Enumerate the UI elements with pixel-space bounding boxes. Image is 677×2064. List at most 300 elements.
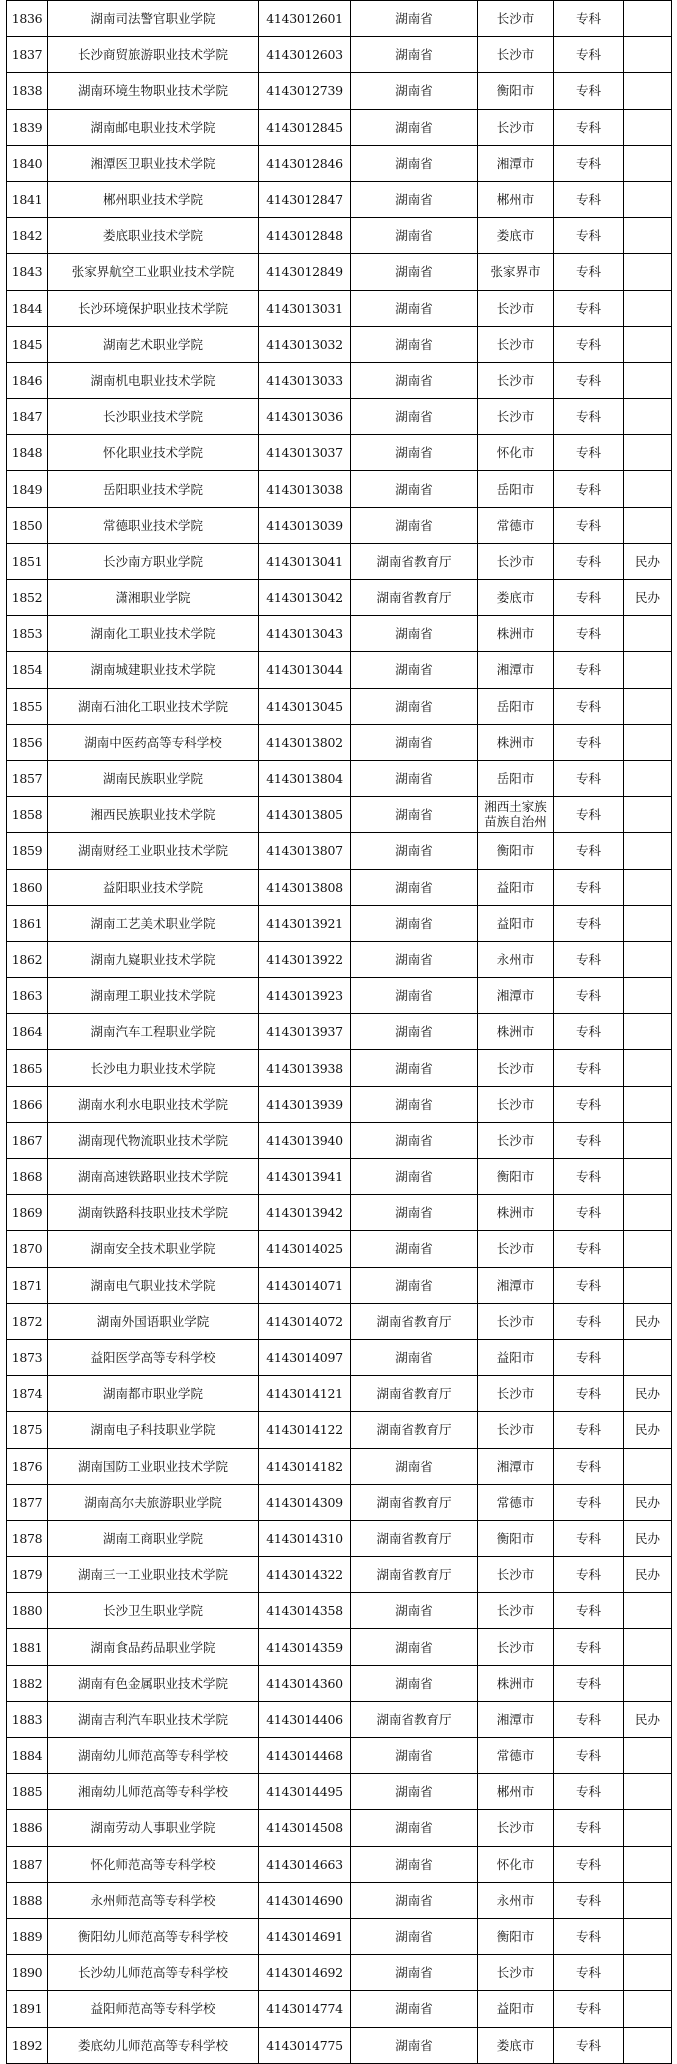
note-cell xyxy=(624,1231,672,1267)
row-number-cell: 1863 xyxy=(7,978,48,1014)
table-row xyxy=(7,1593,672,1629)
table-row xyxy=(7,869,672,905)
department-cell: 湖南省 xyxy=(351,1846,478,1882)
table-row xyxy=(7,1810,672,1846)
note-cell xyxy=(624,1195,672,1231)
department-cell: 湖南省 xyxy=(351,1267,478,1303)
note-cell: 民办 xyxy=(624,1520,672,1556)
school-code-cell: 4143014508 xyxy=(259,1810,351,1846)
school-name-cell: 湖南工商职业学院 xyxy=(48,1520,259,1556)
table-row xyxy=(7,399,672,435)
school-name-cell: 长沙幼儿师范高等专科学校 xyxy=(48,1955,259,1991)
table-row xyxy=(7,1,672,37)
school-name-cell: 湖南化工职业技术学院 xyxy=(48,616,259,652)
school-name-cell: 湖南安全技术职业学院 xyxy=(48,1231,259,1267)
table-row xyxy=(7,1701,672,1737)
note-cell xyxy=(624,652,672,688)
level-cell: 专科 xyxy=(554,181,624,217)
row-number-cell: 1843 xyxy=(7,254,48,290)
note-cell: 民办 xyxy=(624,1557,672,1593)
row-number-cell: 1849 xyxy=(7,471,48,507)
school-code-cell: 4143013041 xyxy=(259,543,351,579)
department-cell: 湖南省 xyxy=(351,145,478,181)
table-row xyxy=(7,978,672,1014)
level-cell: 专科 xyxy=(554,1701,624,1737)
row-number-cell: 1836 xyxy=(7,1,48,37)
level-cell: 专科 xyxy=(554,688,624,724)
note-cell xyxy=(624,2027,672,2063)
location-cell: 长沙市 xyxy=(478,1376,554,1412)
level-cell: 专科 xyxy=(554,1846,624,1882)
table-row xyxy=(7,1991,672,2027)
note-cell xyxy=(624,1593,672,1629)
level-cell: 专科 xyxy=(554,1520,624,1556)
row-number-cell: 1886 xyxy=(7,1810,48,1846)
department-cell: 湖南省教育厅 xyxy=(351,1557,478,1593)
location-cell: 永州市 xyxy=(478,1882,554,1918)
note-cell xyxy=(624,1918,672,1954)
note-cell xyxy=(624,1774,672,1810)
note-cell xyxy=(624,471,672,507)
level-cell: 专科 xyxy=(554,1267,624,1303)
row-number-cell: 1867 xyxy=(7,1122,48,1158)
location-cell: 娄底市 xyxy=(478,580,554,616)
department-cell: 湖南省 xyxy=(351,1738,478,1774)
department-cell: 湖南省 xyxy=(351,2027,478,2063)
level-cell: 专科 xyxy=(554,1593,624,1629)
row-number-cell: 1841 xyxy=(7,181,48,217)
location-cell: 长沙市 xyxy=(478,1593,554,1629)
school-code-cell: 4143013038 xyxy=(259,471,351,507)
department-cell: 湖南省 xyxy=(351,1086,478,1122)
table-row xyxy=(7,905,672,941)
department-cell: 湖南省 xyxy=(351,616,478,652)
level-cell: 专科 xyxy=(554,941,624,977)
department-cell: 湖南省教育厅 xyxy=(351,1701,478,1737)
school-name-cell: 湘西民族职业技术学院 xyxy=(48,797,259,833)
row-number-cell: 1874 xyxy=(7,1376,48,1412)
department-cell: 湖南省 xyxy=(351,1810,478,1846)
table-row xyxy=(7,941,672,977)
school-code-cell: 4143013921 xyxy=(259,905,351,941)
row-number-cell: 1865 xyxy=(7,1050,48,1086)
note-cell xyxy=(624,290,672,326)
row-number-cell: 1846 xyxy=(7,362,48,398)
row-number-cell: 1839 xyxy=(7,109,48,145)
school-code-cell: 4143012603 xyxy=(259,37,351,73)
school-name-cell: 怀化职业技术学院 xyxy=(48,435,259,471)
department-cell: 湖南省 xyxy=(351,1195,478,1231)
department-cell: 湖南省 xyxy=(351,1629,478,1665)
location-cell: 郴州市 xyxy=(478,181,554,217)
level-cell: 专科 xyxy=(554,2027,624,2063)
school-name-cell: 湖南都市职业学院 xyxy=(48,1376,259,1412)
location-cell: 长沙市 xyxy=(478,1122,554,1158)
row-number-cell: 1870 xyxy=(7,1231,48,1267)
location-cell: 长沙市 xyxy=(478,1557,554,1593)
note-cell xyxy=(624,941,672,977)
department-cell: 湖南省 xyxy=(351,1159,478,1195)
note-cell xyxy=(624,145,672,181)
note-cell: 民办 xyxy=(624,580,672,616)
school-code-cell: 4143012601 xyxy=(259,1,351,37)
row-number-cell: 1872 xyxy=(7,1303,48,1339)
location-cell: 长沙市 xyxy=(478,399,554,435)
location-cell: 湘潭市 xyxy=(478,145,554,181)
table-row xyxy=(7,652,672,688)
department-cell: 湖南省 xyxy=(351,1339,478,1375)
school-code-cell: 4143013942 xyxy=(259,1195,351,1231)
level-cell: 专科 xyxy=(554,616,624,652)
location-cell: 湘潭市 xyxy=(478,978,554,1014)
note-cell xyxy=(624,760,672,796)
row-number-cell: 1856 xyxy=(7,724,48,760)
school-code-cell: 4143014774 xyxy=(259,1991,351,2027)
note-cell xyxy=(624,797,672,833)
department-cell: 湖南省 xyxy=(351,869,478,905)
table-row xyxy=(7,1376,672,1412)
school-code-cell: 4143013043 xyxy=(259,616,351,652)
school-name-cell: 湖南九嶷职业技术学院 xyxy=(48,941,259,977)
row-number-cell: 1845 xyxy=(7,326,48,362)
department-cell: 湖南省 xyxy=(351,1,478,37)
table-row xyxy=(7,616,672,652)
table-row xyxy=(7,290,672,326)
note-cell: 民办 xyxy=(624,1484,672,1520)
table-row xyxy=(7,1159,672,1195)
level-cell: 专科 xyxy=(554,37,624,73)
school-name-cell: 益阳医学高等专科学校 xyxy=(48,1339,259,1375)
table-row xyxy=(7,1738,672,1774)
level-cell: 专科 xyxy=(554,1810,624,1846)
row-number-cell: 1857 xyxy=(7,760,48,796)
school-name-cell: 湖南汽车工程职业学院 xyxy=(48,1014,259,1050)
school-code-cell: 4143014122 xyxy=(259,1412,351,1448)
location-cell: 长沙市 xyxy=(478,1412,554,1448)
table-row xyxy=(7,435,672,471)
row-number-cell: 1850 xyxy=(7,507,48,543)
row-number-cell: 1838 xyxy=(7,73,48,109)
row-number-cell: 1880 xyxy=(7,1593,48,1629)
table-row xyxy=(7,1412,672,1448)
row-number-cell: 1844 xyxy=(7,290,48,326)
table-row xyxy=(7,543,672,579)
school-name-cell: 常德职业技术学院 xyxy=(48,507,259,543)
school-name-cell: 湖南邮电职业技术学院 xyxy=(48,109,259,145)
school-code-cell: 4143014309 xyxy=(259,1484,351,1520)
table-row xyxy=(7,1557,672,1593)
school-code-cell: 4143012845 xyxy=(259,109,351,145)
row-number-cell: 1853 xyxy=(7,616,48,652)
department-cell: 湖南省 xyxy=(351,1593,478,1629)
note-cell xyxy=(624,1629,672,1665)
table-row xyxy=(7,1086,672,1122)
school-code-cell: 4143014121 xyxy=(259,1376,351,1412)
location-cell: 长沙市 xyxy=(478,543,554,579)
table-row xyxy=(7,1774,672,1810)
location-cell: 常德市 xyxy=(478,507,554,543)
school-name-cell: 娄底职业技术学院 xyxy=(48,218,259,254)
table-row xyxy=(7,797,672,833)
row-number-cell: 1858 xyxy=(7,797,48,833)
school-name-cell: 湖南吉利汽车职业技术学院 xyxy=(48,1701,259,1737)
school-code-cell: 4143014691 xyxy=(259,1918,351,1954)
row-number-cell: 1847 xyxy=(7,399,48,435)
note-cell: 民办 xyxy=(624,1701,672,1737)
school-name-cell: 湖南三一工业职业技术学院 xyxy=(48,1557,259,1593)
location-cell: 常德市 xyxy=(478,1484,554,1520)
school-name-cell: 娄底幼儿师范高等专科学校 xyxy=(48,2027,259,2063)
school-name-cell: 张家界航空工业职业技术学院 xyxy=(48,254,259,290)
school-code-cell: 4143014775 xyxy=(259,2027,351,2063)
note-cell xyxy=(624,869,672,905)
department-cell: 湖南省 xyxy=(351,797,478,833)
department-cell: 湖南省 xyxy=(351,73,478,109)
school-code-cell: 4143013039 xyxy=(259,507,351,543)
school-code-cell: 4143014358 xyxy=(259,1593,351,1629)
note-cell xyxy=(624,833,672,869)
school-code-cell: 4143014663 xyxy=(259,1846,351,1882)
school-code-cell: 4143013805 xyxy=(259,797,351,833)
department-cell: 湖南省教育厅 xyxy=(351,543,478,579)
school-name-cell: 湖南艺术职业学院 xyxy=(48,326,259,362)
school-list-table xyxy=(6,0,672,2064)
school-name-cell: 湖南外国语职业学院 xyxy=(48,1303,259,1339)
row-number-cell: 1840 xyxy=(7,145,48,181)
level-cell: 专科 xyxy=(554,1412,624,1448)
school-code-cell: 4143013940 xyxy=(259,1122,351,1158)
school-code-cell: 4143013804 xyxy=(259,760,351,796)
table-row xyxy=(7,1955,672,1991)
table-row xyxy=(7,688,672,724)
level-cell: 专科 xyxy=(554,869,624,905)
level-cell: 专科 xyxy=(554,1086,624,1122)
row-number-cell: 1879 xyxy=(7,1557,48,1593)
row-number-cell: 1864 xyxy=(7,1014,48,1050)
table-row xyxy=(7,833,672,869)
school-name-cell: 湖南电子科技职业学院 xyxy=(48,1412,259,1448)
table-row xyxy=(7,1339,672,1375)
table-row xyxy=(7,1629,672,1665)
table-row xyxy=(7,724,672,760)
table-row xyxy=(7,181,672,217)
table-row xyxy=(7,1882,672,1918)
school-code-cell: 4143014495 xyxy=(259,1774,351,1810)
note-cell: 民办 xyxy=(624,1412,672,1448)
note-cell xyxy=(624,37,672,73)
school-name-cell: 长沙卫生职业学院 xyxy=(48,1593,259,1629)
row-number-cell: 1884 xyxy=(7,1738,48,1774)
school-name-cell: 湖南现代物流职业技术学院 xyxy=(48,1122,259,1158)
school-code-cell: 4143012848 xyxy=(259,218,351,254)
location-cell: 衡阳市 xyxy=(478,833,554,869)
location-cell: 岳阳市 xyxy=(478,688,554,724)
level-cell: 专科 xyxy=(554,1665,624,1701)
table-row xyxy=(7,145,672,181)
location-cell: 怀化市 xyxy=(478,435,554,471)
location-cell: 长沙市 xyxy=(478,1,554,37)
school-name-cell: 湖南水利水电职业技术学院 xyxy=(48,1086,259,1122)
school-code-cell: 4143013941 xyxy=(259,1159,351,1195)
note-cell xyxy=(624,1665,672,1701)
level-cell: 专科 xyxy=(554,254,624,290)
school-code-cell: 4143013922 xyxy=(259,941,351,977)
department-cell: 湖南省教育厅 xyxy=(351,580,478,616)
level-cell: 专科 xyxy=(554,290,624,326)
note-cell xyxy=(624,1339,672,1375)
school-name-cell: 岳阳职业技术学院 xyxy=(48,471,259,507)
school-code-cell: 4143014468 xyxy=(259,1738,351,1774)
table-row xyxy=(7,109,672,145)
table-row xyxy=(7,37,672,73)
school-name-cell: 湘潭医卫职业技术学院 xyxy=(48,145,259,181)
table-row xyxy=(7,1448,672,1484)
department-cell: 湖南省 xyxy=(351,218,478,254)
school-code-cell: 4143013032 xyxy=(259,326,351,362)
note-cell: 民办 xyxy=(624,1376,672,1412)
table-row xyxy=(7,2027,672,2063)
school-code-cell: 4143013802 xyxy=(259,724,351,760)
note-cell xyxy=(624,1991,672,2027)
department-cell: 湖南省 xyxy=(351,652,478,688)
level-cell: 专科 xyxy=(554,507,624,543)
row-number-cell: 1854 xyxy=(7,652,48,688)
row-number-cell: 1859 xyxy=(7,833,48,869)
department-cell: 湖南省 xyxy=(351,507,478,543)
school-name-cell: 湖南石油化工职业技术学院 xyxy=(48,688,259,724)
level-cell: 专科 xyxy=(554,1484,624,1520)
note-cell xyxy=(624,1,672,37)
department-cell: 湖南省 xyxy=(351,724,478,760)
row-number-cell: 1892 xyxy=(7,2027,48,2063)
location-cell: 衡阳市 xyxy=(478,73,554,109)
location-cell: 娄底市 xyxy=(478,218,554,254)
row-number-cell: 1842 xyxy=(7,218,48,254)
level-cell: 专科 xyxy=(554,1231,624,1267)
level-cell: 专科 xyxy=(554,1557,624,1593)
location-cell: 常德市 xyxy=(478,1738,554,1774)
note-cell xyxy=(624,724,672,760)
table-row xyxy=(7,1520,672,1556)
level-cell: 专科 xyxy=(554,543,624,579)
school-code-cell: 4143012846 xyxy=(259,145,351,181)
department-cell: 湖南省 xyxy=(351,326,478,362)
level-cell: 专科 xyxy=(554,1376,624,1412)
location-cell: 益阳市 xyxy=(478,1991,554,2027)
school-name-cell: 永州师范高等专科学校 xyxy=(48,1882,259,1918)
row-number-cell: 1887 xyxy=(7,1846,48,1882)
level-cell: 专科 xyxy=(554,326,624,362)
table-row xyxy=(7,1918,672,1954)
location-cell: 株洲市 xyxy=(478,1195,554,1231)
department-cell: 湖南省 xyxy=(351,109,478,145)
row-number-cell: 1890 xyxy=(7,1955,48,1991)
school-name-cell: 湖南民族职业学院 xyxy=(48,760,259,796)
level-cell: 专科 xyxy=(554,580,624,616)
location-cell: 怀化市 xyxy=(478,1846,554,1882)
school-code-cell: 4143013044 xyxy=(259,652,351,688)
table-row xyxy=(7,1050,672,1086)
location-cell: 长沙市 xyxy=(478,1231,554,1267)
school-code-cell: 4143013045 xyxy=(259,688,351,724)
note-cell xyxy=(624,1846,672,1882)
note-cell xyxy=(624,1738,672,1774)
school-name-cell: 湖南劳动人事职业学院 xyxy=(48,1810,259,1846)
row-number-cell: 1871 xyxy=(7,1267,48,1303)
note-cell: 民办 xyxy=(624,543,672,579)
level-cell: 专科 xyxy=(554,1195,624,1231)
note-cell xyxy=(624,507,672,543)
school-code-cell: 4143013807 xyxy=(259,833,351,869)
department-cell: 湖南省 xyxy=(351,1014,478,1050)
location-cell: 长沙市 xyxy=(478,1629,554,1665)
row-number-cell: 1852 xyxy=(7,580,48,616)
level-cell: 专科 xyxy=(554,218,624,254)
school-name-cell: 湖南中医药高等专科学校 xyxy=(48,724,259,760)
school-name-cell: 湖南食品药品职业学院 xyxy=(48,1629,259,1665)
department-cell: 湖南省 xyxy=(351,1050,478,1086)
school-code-cell: 4143014692 xyxy=(259,1955,351,1991)
level-cell: 专科 xyxy=(554,797,624,833)
department-cell: 湖南省 xyxy=(351,941,478,977)
school-code-cell: 4143014071 xyxy=(259,1267,351,1303)
department-cell: 湖南省 xyxy=(351,1448,478,1484)
department-cell: 湖南省 xyxy=(351,399,478,435)
location-cell: 益阳市 xyxy=(478,869,554,905)
row-number-cell: 1882 xyxy=(7,1665,48,1701)
row-number-cell: 1875 xyxy=(7,1412,48,1448)
level-cell: 专科 xyxy=(554,1882,624,1918)
table-row xyxy=(7,1484,672,1520)
location-cell: 湘西土家族苗族自治州 xyxy=(478,797,554,833)
school-name-cell: 湖南铁路科技职业技术学院 xyxy=(48,1195,259,1231)
department-cell: 湖南省 xyxy=(351,905,478,941)
level-cell: 专科 xyxy=(554,1303,624,1339)
school-name-cell: 怀化师范高等专科学校 xyxy=(48,1846,259,1882)
row-number-cell: 1885 xyxy=(7,1774,48,1810)
department-cell: 湖南省教育厅 xyxy=(351,1484,478,1520)
table-row xyxy=(7,760,672,796)
department-cell: 湖南省 xyxy=(351,833,478,869)
level-cell: 专科 xyxy=(554,73,624,109)
row-number-cell: 1860 xyxy=(7,869,48,905)
department-cell: 湖南省 xyxy=(351,435,478,471)
note-cell xyxy=(624,326,672,362)
school-code-cell: 4143013939 xyxy=(259,1086,351,1122)
location-cell: 长沙市 xyxy=(478,1303,554,1339)
note-cell xyxy=(624,1122,672,1158)
table-row xyxy=(7,73,672,109)
table-row xyxy=(7,1122,672,1158)
row-number-cell: 1883 xyxy=(7,1701,48,1737)
table-row xyxy=(7,1231,672,1267)
school-code-cell: 4143013938 xyxy=(259,1050,351,1086)
table-row xyxy=(7,1014,672,1050)
location-cell: 长沙市 xyxy=(478,1955,554,1991)
level-cell: 专科 xyxy=(554,399,624,435)
level-cell: 专科 xyxy=(554,1774,624,1810)
row-number-cell: 1837 xyxy=(7,37,48,73)
department-cell: 湖南省 xyxy=(351,1231,478,1267)
location-cell: 长沙市 xyxy=(478,362,554,398)
location-cell: 张家界市 xyxy=(478,254,554,290)
note-cell xyxy=(624,362,672,398)
department-cell: 湖南省 xyxy=(351,1122,478,1158)
location-cell: 衡阳市 xyxy=(478,1918,554,1954)
school-code-cell: 4143013923 xyxy=(259,978,351,1014)
school-name-cell: 湖南有色金属职业技术学院 xyxy=(48,1665,259,1701)
location-cell: 益阳市 xyxy=(478,1339,554,1375)
